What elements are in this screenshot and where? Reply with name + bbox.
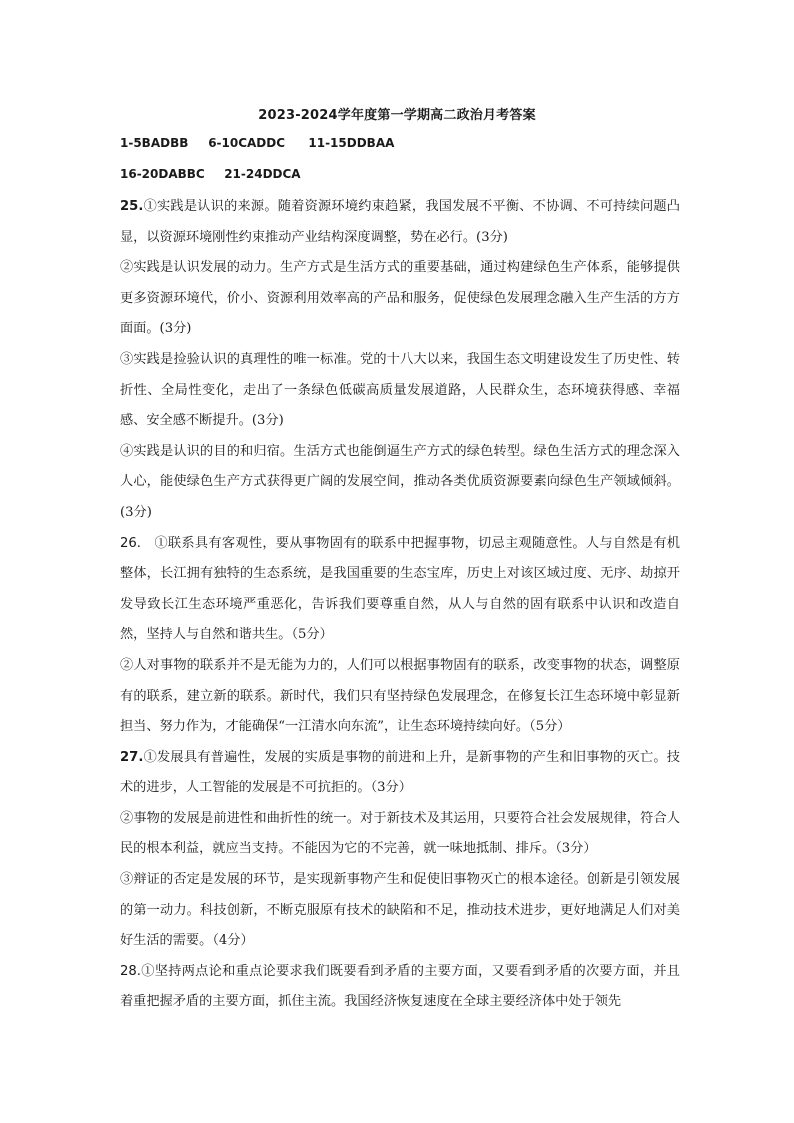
q28-paragraph-1: 28.①坚持两点论和重点论要求我们既要看到矛盾的主要方面，又要看到矛盾的次要方面，并且着重把握矛盾的主要方面，抓住主流。我国经济恢复速度在全球主要经济体中处于领先 (120, 963, 680, 1010)
q25-number: 25. (120, 199, 144, 214)
q26-paragraph-2: ②人对事物的联系并不是无能为力的，人们可以根据事物固有的联系，改变事物的状态，调整原有的联系，建立新的联系。新时代，我们只有坚持绿色发展理念，在修复长江生态环境中彰显新担当、努力作为，才能确保“一江清水向东流”，让生态环境持续向好。（5分） (120, 657, 680, 735)
answer-body (120, 192, 680, 1018)
q26-paragraph-1: 26. ①联系具有客观性，要从事物固有的联系中把握事物，切忌主观随意性。人与自然是有机整体，长江拥有独特的生态系统，是我国重要的生态宝库，历史上对该区域过度、无序、劫掠开发导致长江生态环境严重恶化，告诉我们要尊重自然，从人与自然的固有联系中认识和改造自然，坚持人与自然和谐共生。（5分） (120, 535, 680, 643)
q27-paragraph-2: ②事物的发展是前进性和曲折性的统一。对于新技术及其运用，只要符合社会发展规律，符合人民的根本利益，就应当支持。不能因为它的不完善，就一味地抵制、排斥。（3分） (120, 810, 680, 857)
document-title: 2023-2024学年度第一学期高二政治月考答案 (258, 108, 536, 123)
answer-key-21-24: 21-24DDCA (224, 167, 301, 181)
q27-number: 27. (120, 749, 144, 765)
answer-key-11-15: 11-15DDBAA (308, 136, 395, 150)
q27-paragraph-3: ③辩证的否定是发展的环节，是实现新事物产生和促使旧事物灭亡的根本途径。创新是引领发展的第一动力。科技创新，不断克服原有技术的缺陷和不足，推动技术进步，更好地满足人们对美好生活的需要。（4分） (120, 872, 680, 949)
q26-number: 26. (120, 535, 141, 551)
q25-paragraph-1: 25.①实践是认识的来源。随着资源环境约束趋紧，我国发展不平衡、不协调、不可持续问题凸显，以资源环境刚性约束推动产业结构深度调整，势在必行。(3分) (120, 199, 680, 245)
answer-key-16-20: 16-20DABBC (120, 167, 205, 181)
answer-key-6-10: 6-10CADDC (208, 136, 286, 150)
q28-number: 28. (120, 963, 141, 979)
q27-paragraph-1: 27.①发展具有普遍性，发展的实质是事物的前进和上升，是新事物的产生和旧事物的灭亡。技术的进步，人工智能的发展是不可抗拒的。（3分） (120, 749, 680, 796)
q25-paragraph-4: ④实践是认识的目的和归宿。生活方式也能倒逼生产方式的绿色转型。绿色生活方式的理念深入人心，能使绿色生产方式获得更广阔的发展空间，推动各类优质资源要素向绿色生产领域倾斜。(3分) (120, 443, 680, 520)
q25-paragraph-2: ②实践是认识发展的动力。生产方式是生活方式的重要基础，通过构建绿色生产体系，能够提供更多资源环境代，价小、资源利用效率高的产品和服务，促使绿色发展理念融入生产生活的方方面面。(3分) (120, 260, 680, 337)
q25-paragraph-3: ③实践是捡验认识的真理性的唯一标准。党的十八大以来，我国生态文明建设发生了历史性、转折性、全局性变化，走出了一条绿色低碳高质量发展道路，人民群众生，态环境获得感、幸福感、安全感不断提升。(3分) (120, 351, 680, 429)
answer-key-row-2 (120, 167, 301, 181)
answer-key-row-1 (120, 136, 394, 150)
answer-key-1-5: 1-5BADBB (120, 136, 189, 150)
